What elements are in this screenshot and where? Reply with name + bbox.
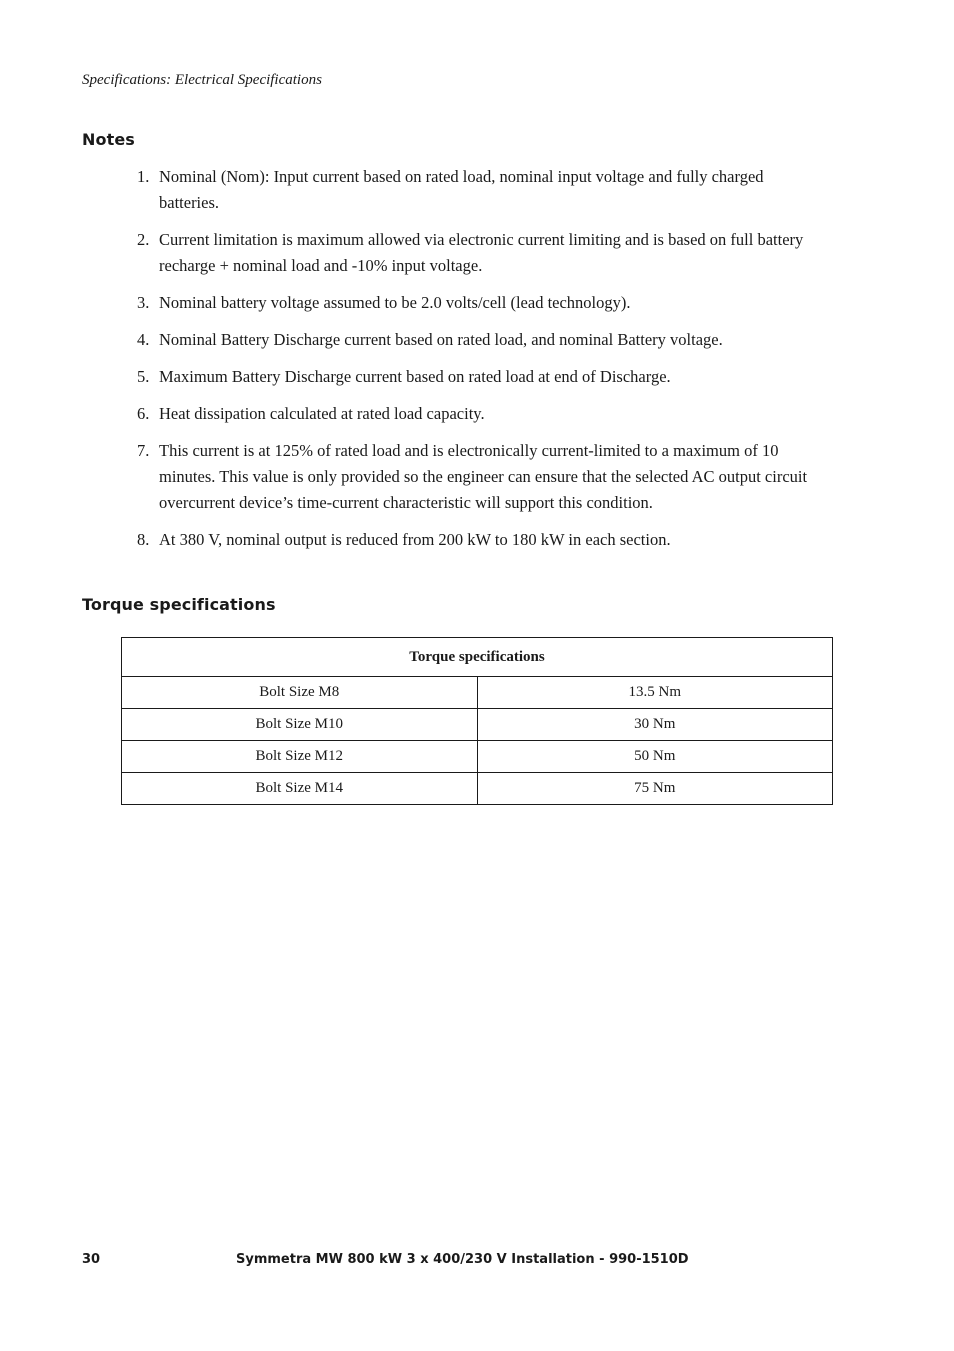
note-number: 3. <box>137 293 150 312</box>
note-number: 1. <box>137 167 150 186</box>
note-text: Heat dissipation calculated at rated load capacity. <box>159 404 485 423</box>
note-number: 4. <box>137 330 150 349</box>
note-item <box>82 401 827 427</box>
torque-value-cell: 50 Nm <box>477 741 833 773</box>
note-item <box>82 364 827 390</box>
note-text: Nominal (Nom): Input current based on rated load, nominal input voltage and fully charged batteries. <box>159 167 764 212</box>
note-text: Maximum Battery Discharge current based on rated load at end of Discharge. <box>159 367 671 386</box>
note-item <box>82 327 827 353</box>
note-text: Nominal battery voltage assumed to be 2.0 volts/cell (lead technology). <box>159 293 631 312</box>
bolt-size-cell: Bolt Size M12 <box>122 741 478 773</box>
bolt-size-cell: Bolt Size M14 <box>122 773 478 805</box>
note-text: At 380 V, nominal output is reduced from 200 kW to 180 kW in each section. <box>159 530 671 549</box>
table-row <box>122 773 833 805</box>
notes-heading: Notes <box>82 130 135 149</box>
torque-heading: Torque specifications <box>82 595 276 614</box>
table-row <box>122 741 833 773</box>
torque-table <box>121 637 833 805</box>
table-row <box>122 709 833 741</box>
page-number: 30 <box>82 1252 101 1267</box>
note-item <box>82 164 827 216</box>
note-number: 5. <box>137 367 150 386</box>
bolt-size-cell: Bolt Size M10 <box>122 709 478 741</box>
note-item <box>82 438 827 516</box>
footer-title: Symmetra MW 800 kW 3 x 400/230 V Installation - 990-1510D <box>236 1252 689 1267</box>
note-number: 8. <box>137 530 150 549</box>
note-number: 6. <box>137 404 150 423</box>
notes-list <box>82 164 827 564</box>
table-header-row <box>122 638 833 677</box>
note-item <box>82 290 827 316</box>
note-text: Nominal Battery Discharge current based on rated load, and nominal Battery voltage. <box>159 330 723 349</box>
note-number: 2. <box>137 230 150 249</box>
torque-value-cell: 13.5 Nm <box>477 677 833 709</box>
table-row <box>122 677 833 709</box>
table-header: Torque specifications <box>122 638 833 677</box>
bolt-size-cell: Bolt Size M8 <box>122 677 478 709</box>
torque-value-cell: 30 Nm <box>477 709 833 741</box>
note-item <box>82 527 827 553</box>
running-head: Specifications: Electrical Specifications <box>82 72 322 88</box>
note-text: This current is at 125% of rated load and is electronically current-limited to a maximum of 10 minutes. This value is only provided so the engineer can ensure that the selected AC output circuit overcurrent device’s time-current characteristic will support this condition. <box>159 441 808 512</box>
note-number: 7. <box>137 441 150 460</box>
torque-value-cell: 75 Nm <box>477 773 833 805</box>
note-text: Current limitation is maximum allowed via electronic current limiting and is based on full battery recharge + nominal load and -10% input voltage. <box>159 230 804 275</box>
note-item <box>82 227 827 279</box>
